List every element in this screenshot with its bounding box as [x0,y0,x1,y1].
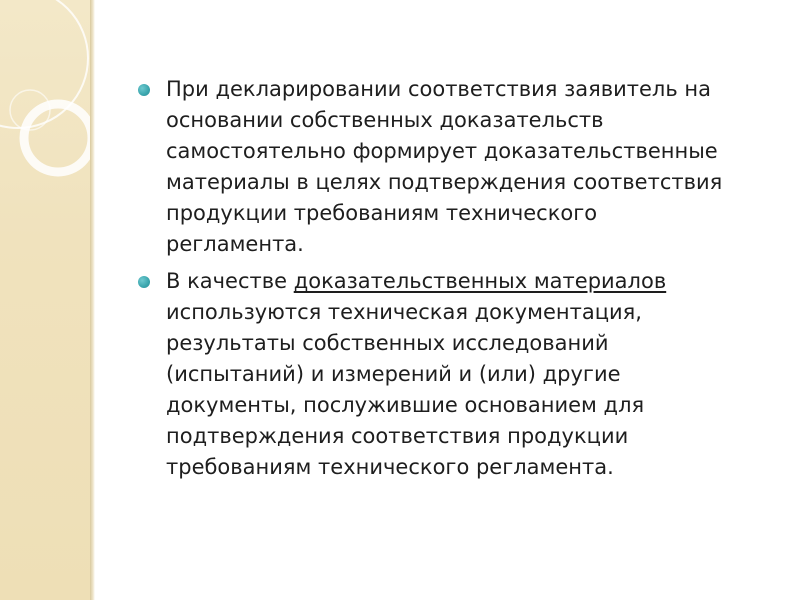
bullet-text-2-suffix: используются техническая документация, результаты собственных исследований (испытаний) и измерений и (или) другие документы, послужившие основанием для подтверждения соответствия продукции требованиям технического регламента. [166,300,645,479]
decorative-side-band [0,0,90,600]
decorative-circles [0,0,90,600]
bullet-icon [138,276,150,288]
bullet-icon [138,84,150,96]
bullet-text-1: При декларировании соответствия заявитель на основании собственных доказательств самостоятельно формирует доказательственные материалы в целях подтверждения соответствия продукции требованиям технического регламента. [166,77,723,256]
side-band-edge [90,0,95,600]
bullet-item-1 [138,74,738,260]
slide-content [138,74,738,489]
bullet-text-2-prefix: В качестве [166,269,294,293]
bullet-text-2-underlined-term: доказательственных материалов [293,269,667,293]
bullet-item-2 [138,266,738,483]
